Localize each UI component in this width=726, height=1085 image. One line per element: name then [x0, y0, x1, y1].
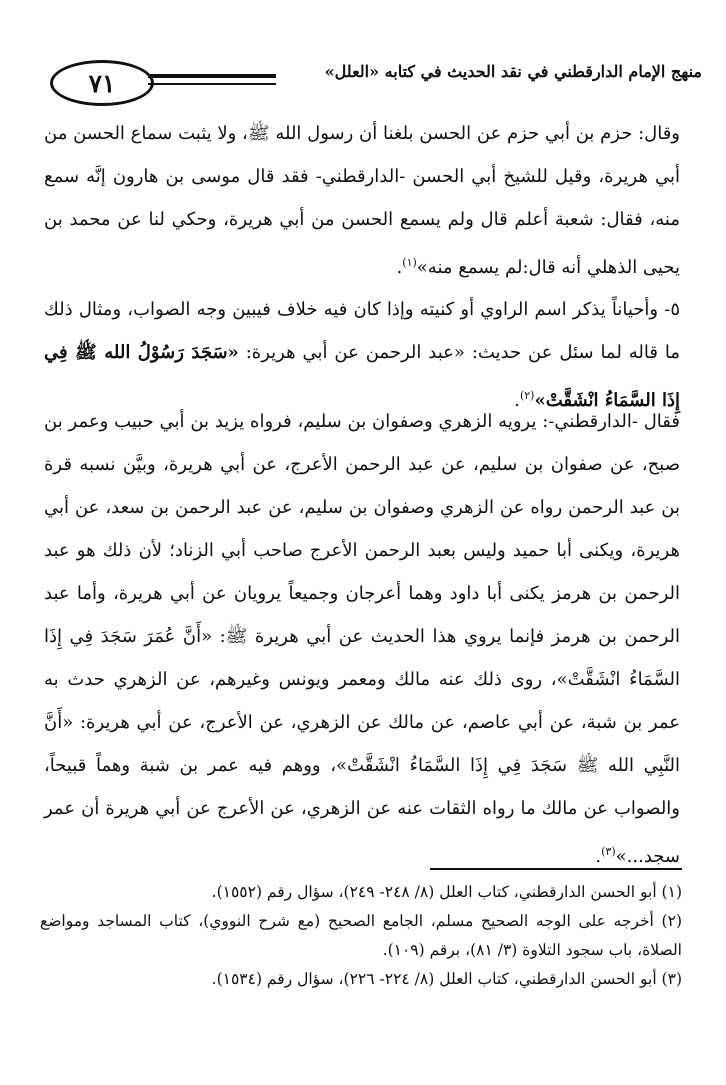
main-text	[44, 112, 680, 289]
footnotes	[40, 878, 682, 994]
footnote-ref-3[interactable]: (٣)	[601, 845, 616, 858]
page-header	[42, 56, 702, 106]
running-title: منهج الإمام الدارقطني في نقد الحديث في كتابه «العلل»	[324, 62, 702, 81]
footnote-3: (٣) أبو الحسن الدارقطني، كتاب العلل (٨/ ٢٢٤- ٢٢٦)، سؤال رقم (١٥٣٤).	[211, 970, 682, 988]
footnote-1: (١) أبو الحسن الدارقطني، كتاب العلل (٨/ ٢٤٨- ٢٤٩)، سؤال رقم (١٥٥٢).	[211, 883, 682, 901]
page-number: ٧١	[88, 68, 116, 98]
header-rule-thick	[148, 74, 276, 78]
header-rule-thin	[148, 83, 276, 85]
hadith-quote: «سَجَدَ رَسُوْلُ الله ﷺ فِي إِذَا السَّمَاءُ انْشَقَّتْ»	[44, 342, 680, 411]
paragraph-1: وقال: حزم بن أبي حزم عن الحسن بلغنا أن رسول الله ﷺ، ولا يثبت سماع الحسن من أبي هريرة، وقيل للشيخ أبي الحسن -الدارقطني- فقد قال موسى بن هارون إنَّه سمع منه، فقال: شعبة أعلم قال ولم يسمع الحسن من أبي هريرة، وحكي لنا عن محمد بن يحيى الذهلي أنه قال:لم يسمع منه»$^{(١)}$.	[44, 123, 681, 278]
footnote-separator	[430, 868, 682, 870]
paragraph-2: ٥- وأحياناً يذكر اسم الراوي أو كنيته وإذا كان فيه خلاف فيبين وجه الصواب، ومثال ذلك ما قاله لما سئل عن حديث: «عبد الرحمن عن أبي هريرة: «سَجَدَ رَسُوْلُ الله ﷺ فِي إِذَا السَّمَاءُ انْشَقَّتْ»$^{(٢)}$.	[44, 299, 680, 411]
footnote-ref-2[interactable]: (٢)	[519, 389, 535, 402]
page-number-badge	[50, 60, 154, 106]
footnote-2: (٢) أخرجه على الوجه الصحيح مسلم، الجامع الصحيح (مع شرح النووي)، كتاب المساجد ومواضع الصلاة، باب سجود التلاوة (٣/ ٨١)، برقم (١٠٩).	[40, 912, 682, 959]
paragraph-3: فقال -الدارقطني-: يرويه الزهري وصفوان بن سليم، فرواه يزيد بن أبي حبيب وعمر بن صبح، عن صفوان بن سليم، عن عبد الرحمن الأعرج، عن أبي هريرة، وبيَّن نسبه قرة بن عبد الرحمن رواه عن الزهري وصفوان بن سليم، عن عبد الرحمن بن سعد، عن أبي هريرة، ويكنى أبا حميد وليس بعبد الرحمن الأعرج صاحب أبي الزناد؛ لأن ذلك هو عبد الرحمن بن هرمز يكنى أبا داود وهما أعرجان وجميعاً يرويان عن أبي هريرة، وأما عبد الرحمن بن هرمز فإنما يروي هذا الحديث عن أبي هريرة ﷺ: «أَنَّ عُمَرَ سَجَدَ فِي إِذَا السَّمَاءُ انْشَقَّتْ»، روى ذلك عنه مالك ومعمر ويونس وغيرهم، عن الزهري حدث به عمر بن شبة، عن أبي عاصم، عن مالك عن الزهري، عن الأعرج، عن أبي هريرة: «أَنَّ النَّبِي الله ﷺ سَجَدَ فِي إِذَا السَّمَاءُ انْشَقَّتْ»، ووهم فيه عمر بن شبة وهماً قبيحاً، والصواب عن مالك ما رواه الثقات عنه عن الزهري، عن الأعرج عن أبي هريرة أن عمر سجد...»$^{(٣)}$.	[44, 411, 680, 867]
main-text-3	[44, 400, 680, 878]
footnote-ref-1[interactable]: (١)	[402, 256, 417, 269]
